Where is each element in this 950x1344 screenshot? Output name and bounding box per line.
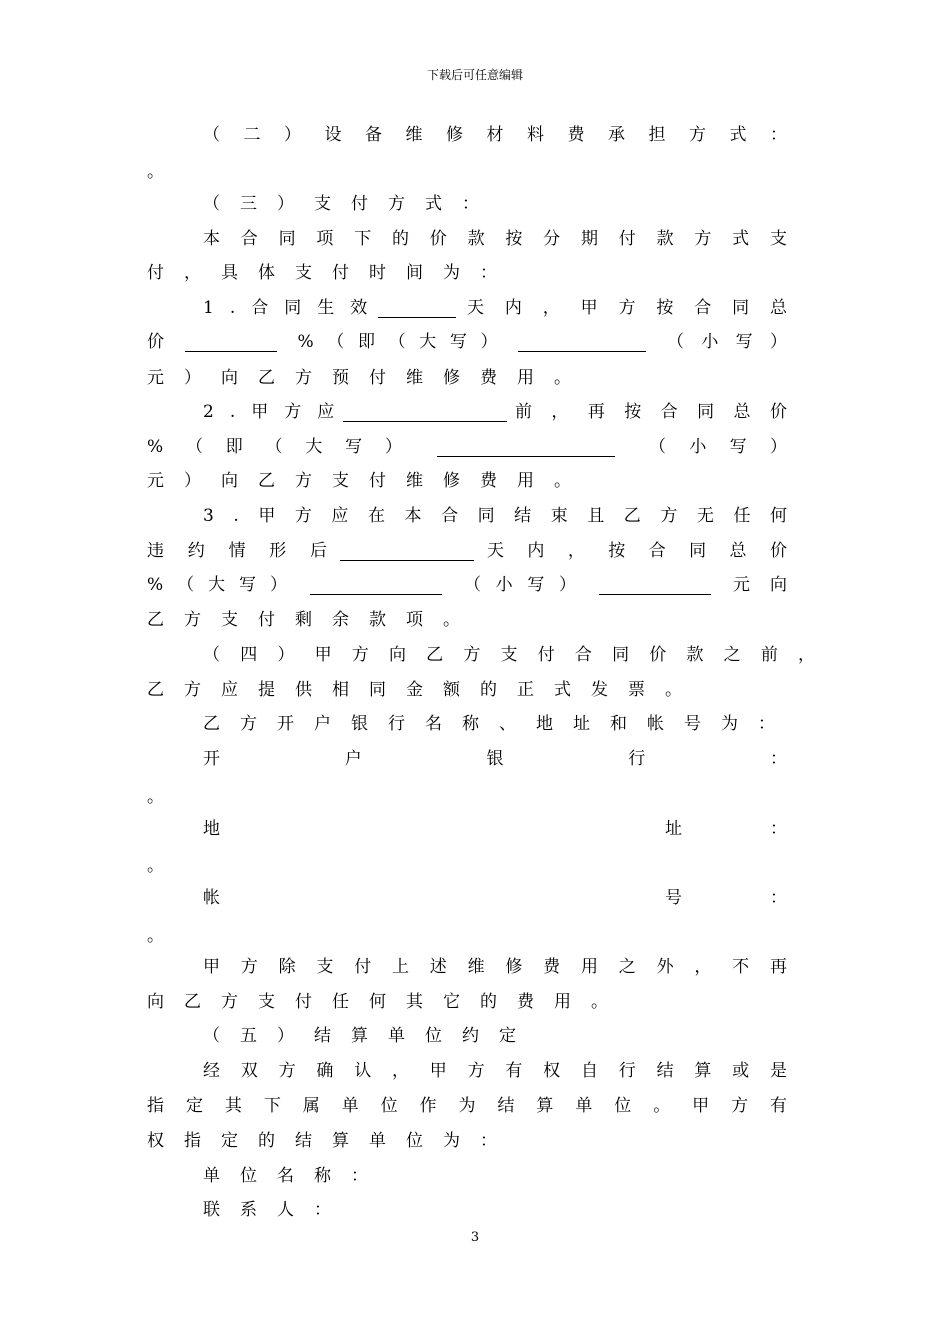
blank-lowercase-amount[interactable] xyxy=(599,576,711,595)
clause-2-line-2: % （ 即 （ 大 写 ） （ 小 写 ） xyxy=(147,437,787,457)
para-no-other-fees: 甲 方 除 支 付 上 述 维 修 费 用 之 外 ， 不 再 xyxy=(203,957,787,977)
section-payment-method: （ 三 ） 支 付 方 式 ： xyxy=(203,194,479,214)
continuation-mark: 。 xyxy=(147,856,164,876)
field-address: 地 址 ： xyxy=(203,819,787,839)
blank-days[interactable] xyxy=(378,299,456,318)
para-no-other-fees-2: 向 乙 方 支 付 任 何 其 它 的 费 用 。 xyxy=(147,992,608,1012)
blank-uppercase-amount-3[interactable] xyxy=(310,576,442,595)
blank-uppercase-amount-2[interactable] xyxy=(437,438,615,457)
blank-date[interactable] xyxy=(343,403,507,422)
blank-days-2[interactable] xyxy=(340,542,474,561)
clause-1-line-3: 元 ） 向 乙 方 预 付 维 修 费 用 。 xyxy=(147,368,571,388)
continuation-mark: 。 xyxy=(147,787,164,807)
para-settlement-2: 指 定 其 下 属 单 位 作 为 结 算 单 位 。 甲 方 有 xyxy=(147,1096,787,1116)
para-settlement-3: 权 指 定 的 结 算 单 位 为 ： xyxy=(147,1131,497,1151)
clause-2-line-3: 元 ） 向 乙 方 支 付 维 修 费 用 。 xyxy=(147,471,571,491)
para-payment-intro-2: 付 ， 具 体 支 付 时 间 为 ： xyxy=(147,263,497,283)
blank-uppercase-amount[interactable] xyxy=(518,333,646,352)
blank-percent[interactable] xyxy=(185,333,277,352)
para-payment-intro: 本 合 同 项 下 的 价 款 按 分 期 付 款 方 式 支 xyxy=(203,229,787,249)
clause-2-line-1: 2 . 甲 方 应 前 ， 再 按 合 同 总 价 xyxy=(203,402,787,422)
para-settlement-1: 经 双 方 确 认 ， 甲 方 有 权 自 行 结 算 或 是 xyxy=(203,1061,787,1081)
page-header: 下载后可任意编辑 xyxy=(426,68,523,82)
para-maintenance-material: （ 二 ） 设 备 维 修 材 料 费 承 担 方 式 ： xyxy=(203,125,787,145)
field-contact: 联 系 人 ： xyxy=(203,1200,331,1220)
para-bank-info: 乙 方 开 户 银 行 名 称 、 地 址 和 帐 号 为 ： xyxy=(203,714,775,734)
clause-1-line-2: 价 % （ 即 （ 大 写 ） （ 小 写 ） xyxy=(147,332,787,352)
section-invoice: （ 四 ） 甲 方 向 乙 方 支 付 合 同 价 款 之 前 ， xyxy=(203,645,815,665)
continuation-mark: 。 xyxy=(147,926,164,946)
clause-3-line-2: 违 约 情 形 后 天 内 ， 按 合 同 总 价 xyxy=(147,541,787,561)
clause-3-line-3: % （ 大 写 ） （ 小 写 ） 元 向 xyxy=(147,575,787,595)
page-number: 3 xyxy=(470,1230,480,1245)
clause-3-line-1: 3 . 甲 方 应 在 本 合 同 结 束 且 乙 方 无 任 何 xyxy=(203,506,787,526)
para-invoice-2: 乙 方 应 提 供 相 同 金 额 的 正 式 发 票 。 xyxy=(147,680,682,700)
continuation-mark: 。 xyxy=(147,162,164,182)
field-bank-name: 开 户 银 行 ： xyxy=(203,749,787,769)
field-unit-name: 单 位 名 称 ： xyxy=(203,1166,368,1186)
clause-1-line-1: 1 . 合 同 生 效 天 内 ， 甲 方 按 合 同 总 xyxy=(203,298,787,318)
field-account: 帐 号 ： xyxy=(203,888,787,908)
section-settlement: （ 五 ） 结 算 单 位 约 定 xyxy=(203,1026,516,1046)
clause-3-line-4: 乙 方 支 付 剩 余 款 项 。 xyxy=(147,610,460,630)
